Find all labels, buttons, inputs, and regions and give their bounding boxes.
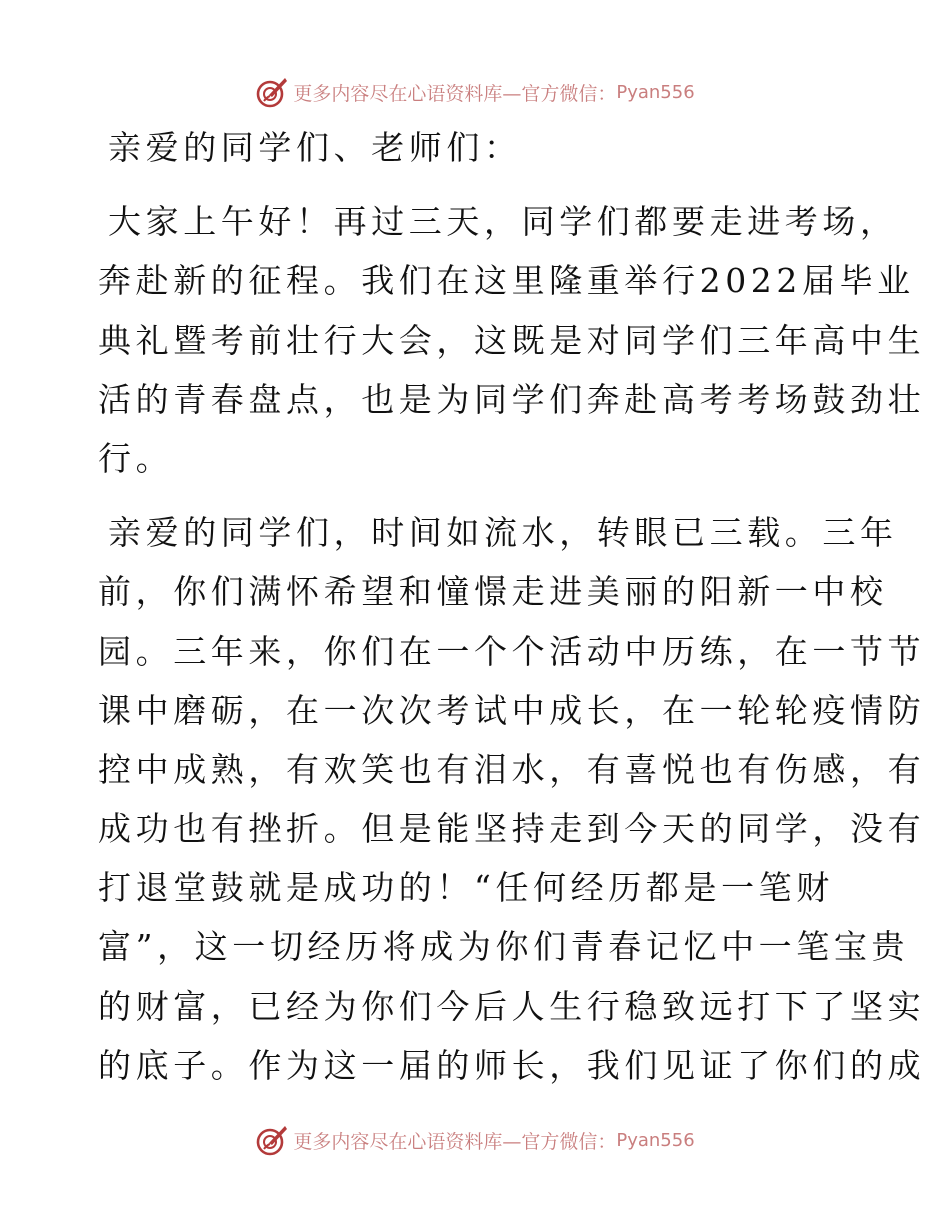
text-line: 园。三年来，你们在一个个活动中历练，在一节节 [98,631,926,671]
footer-watermark-banner [0,1120,950,1160]
banner-text: 更多内容尽在心语资料库—官方微信： [293,1130,617,1153]
text-line: 亲爱的同学们，时间如流水，转眼已三载。三年 [108,513,898,553]
paragraph-reflection [98,503,926,1095]
text-line: 课中磨砺，在一次次考试中成长，在一轮轮疫情防 [98,690,926,730]
text-line: 前，你们满怀希望和憧憬走进美丽的阳新一中校 [98,572,888,612]
text-line: 打退堂鼓就是成功的！“任何经历都是一笔财 [98,868,834,908]
text-line: 的财富，已经为你们今后人生行稳致远打下了坚实 [98,986,926,1026]
text-line: 亲爱的同学们、老师们： [108,128,522,167]
text-line: 大家上午好！再过三天，同学们都要走进考场， [108,202,898,242]
text-line: 行。 [98,438,174,478]
banner-wechat-id: Pyan556 [616,81,695,103]
speech-body [98,118,926,1095]
text-line: 成功也有挫折。但是能坚持走到今天的同学，没有 [98,809,926,849]
text-line: 典礼暨考前壮行大会，这既是对同学们三年高中生 [98,320,926,360]
text-line: 奔赴新的征程。我们在这里隆重举行2022届毕业 [98,261,915,301]
paragraph-opening [98,192,926,488]
quill-logo-icon [255,75,289,109]
paragraph-greeting [98,118,858,177]
quill-logo-icon [255,1123,289,1157]
header-watermark-banner [0,72,950,112]
banner-wechat-id: Pyan556 [616,1129,695,1151]
banner-text: 更多内容尽在心语资料库—官方微信： [293,82,617,105]
text-line: 的底子。作为这一届的师长，我们见证了你们的成 [98,1045,926,1085]
text-line: 活的青春盘点，也是为同学们奔赴高考考场鼓劲壮 [98,379,926,419]
text-line: 控中成熟，有欢笑也有泪水，有喜悦也有伤感，有 [98,749,926,789]
text-line: 富”，这一切经历将成为你们青春记忆中一笔宝贵 [98,927,910,967]
